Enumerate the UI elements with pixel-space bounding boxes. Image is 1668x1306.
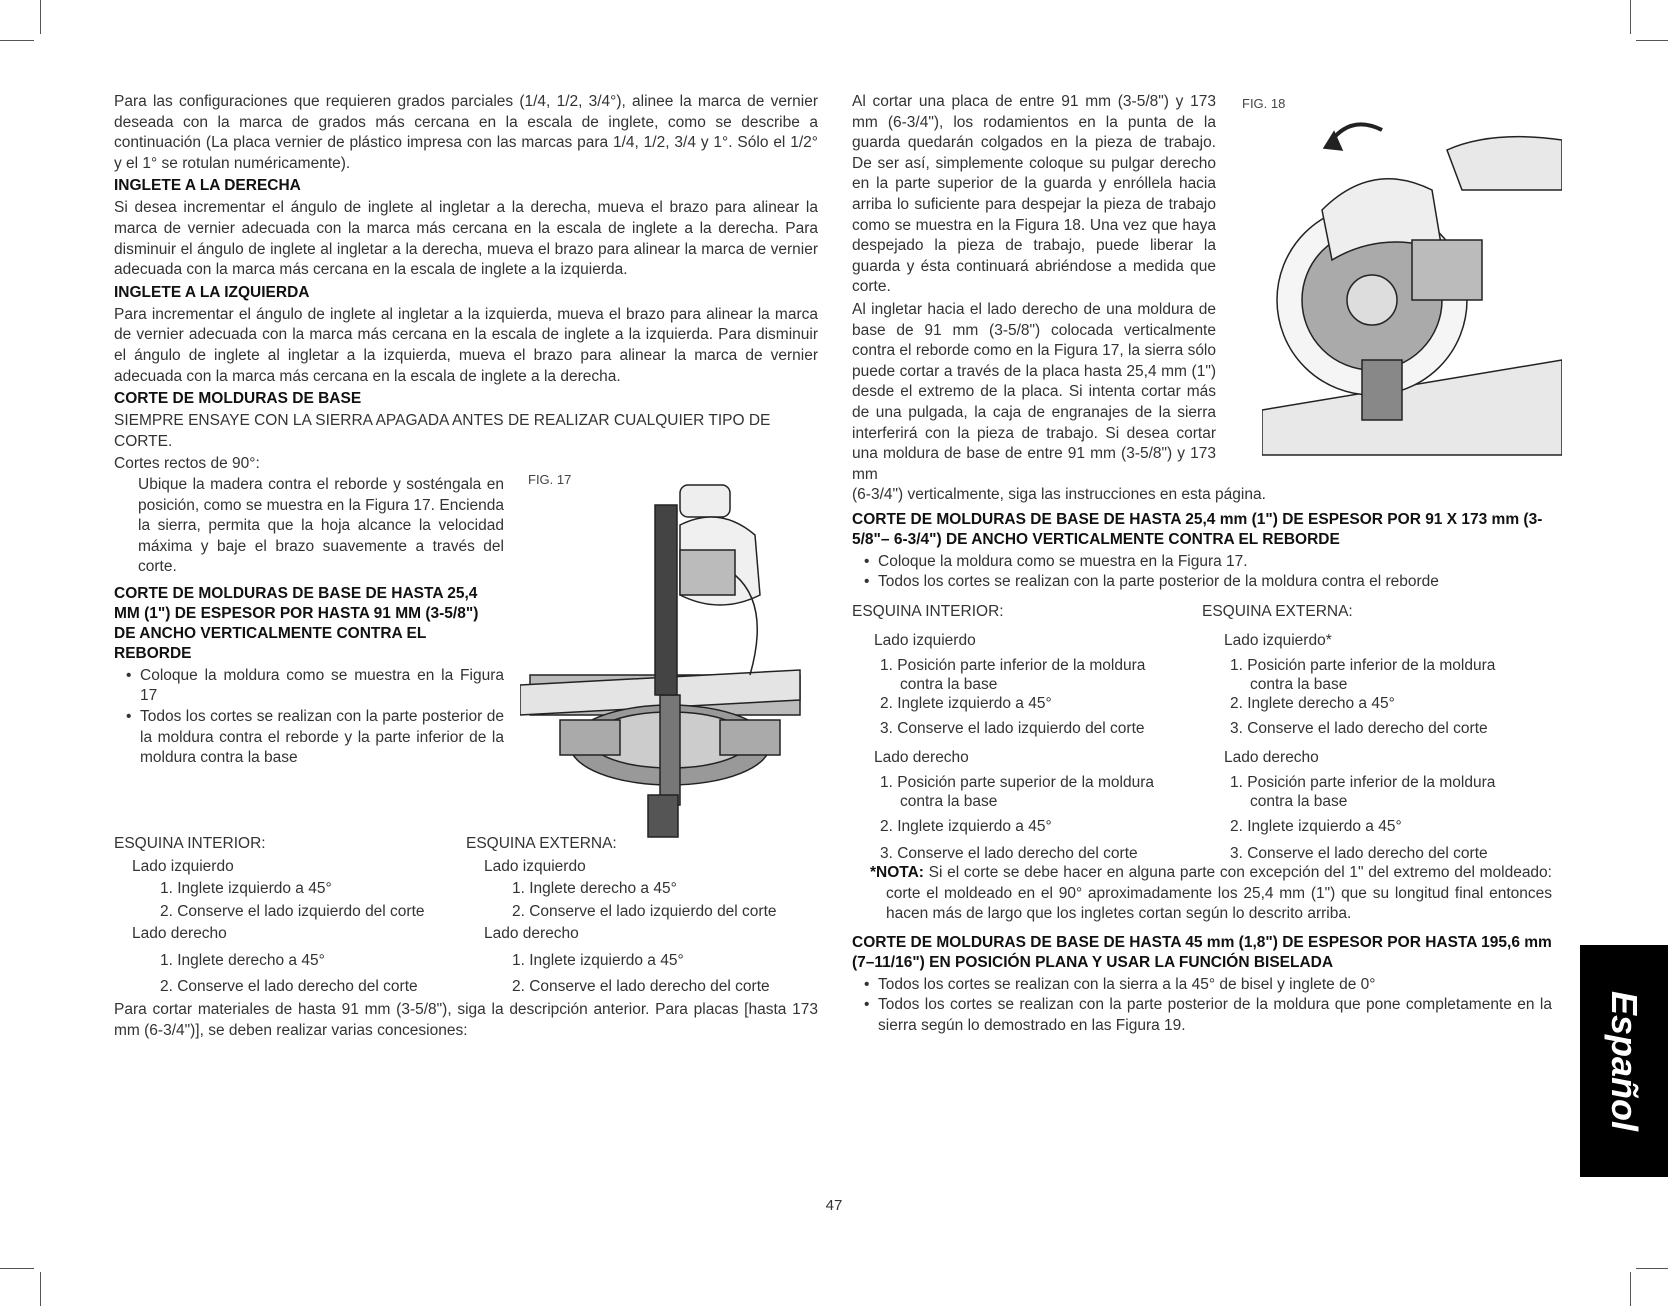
list-item: 1. Posición parte superior de la moldura: [880, 774, 1154, 791]
bullet-list: [852, 552, 1552, 593]
list-item: • Todos los cortes se realizan con la parte posterior de la moldura que pone completamente en la sierra según lo demostrado en las Figura 19.: [852, 995, 1552, 1036]
list-item: • Todos los cortes se realizan con la parte posterior de la moldura contra el reborde y la parte inferior de la moldura contra la base: [114, 707, 504, 769]
table-heading: ESQUINA INTERIOR:: [114, 835, 266, 852]
crop-mark: [0, 1268, 34, 1269]
right-lower-block: [852, 863, 1552, 1037]
list-item: 2. Inglete izquierdo a 45°: [880, 695, 1052, 712]
list-item: 2. Inglete derecho a 45°: [1230, 695, 1395, 712]
note-text: Si el corte se debe hacer en alguna parte con excepción del 1" del extremo del moldeado: corte el moldeado en el 90° aproximadamente los 25,4 mm (1") que su longitud final entonces hacen más de largo que los ingletes cortan según lo descrito arriba.: [886, 864, 1552, 923]
figure-label: FIG. 18: [1242, 96, 1286, 111]
list-item: contra la base: [1250, 793, 1348, 810]
paragraph: Para cortar materiales de hasta 91 mm (3-5/8"), siga la descripción anterior. Para placas [hasta 173 mm (6-3/4")], se deben realizar varias concesiones:: [114, 1001, 818, 1039]
crop-mark: [1630, 0, 1631, 34]
list-item: 1. Inglete derecho a 45°: [160, 951, 325, 969]
bullet-list: [852, 975, 1552, 1037]
list-item: • Todos los cortes se realizan con la parte posterior de la moldura contra el reborde: [852, 572, 1552, 593]
paragraph: Al ingletar hacia el lado derecho de una moldura de base de 91 mm (3-5/8") colocada verticalmente contra el reborde como en la Figura 17, la sierra sólo puede cortar a través de la placa hasta 25,4 mm (1") desde el extremo de la placa. Si intenta cortar más de una pulgada, la caja de engranajes de la sierra interferirá con la pieza de trabajo. Si desea cortar una moldura de base de entre 91 mm (3-5/8") y 173 mm: [852, 300, 1216, 483]
section-heading: INGLETE A LA IZQUIERDA: [114, 283, 310, 301]
paragraph: Al cortar una placa de entre 91 mm (3-5/8") y 173 mm (6-3/4"), los rodamientos en la punta de la guarda quedarán colgados en la pieza de trabajo. De ser así, simplemente coloque su pulgar derecho en la parte superior de la guarda y enróllela hacia arriba lo suficiente para despejar la pieza de trabajo como se muestra en la Figura 18. Una vez que haya despejado la pieza de trabajo, puede liberar la guarda y ésta continuará abriéndose a medida que corte.: [852, 93, 1216, 296]
crop-mark: [40, 1272, 41, 1306]
list-item: • Coloque la moldura como se muestra en la Figura 17: [114, 666, 504, 707]
table-heading: ESQUINA EXTERNA:: [1202, 603, 1353, 620]
list-item: Lado derecho: [132, 925, 227, 942]
list-item: 2. Inglete izquierdo a 45°: [880, 818, 1052, 835]
paragraph: Para las configuraciones que requieren grados parciales (1/4, 1/2, 3/4°), alinee la marca de vernier deseada con la marca de grados más cercana en la escala de inglete, como se describe a continuación (La placa vernier de plástico impresa con las marcas para 1/4, 1/2, 3/4 y 1°. Sólo el 1/2° y el 1° se rotulan numéricamente).: [114, 93, 818, 172]
section-heading: INGLETE A LA DERECHA: [114, 177, 301, 195]
section-heading: CORTE DE MOLDURAS DE BASE: [114, 390, 362, 408]
list-item: 1. Inglete izquierdo a 45°: [160, 880, 332, 897]
page-number: 47: [825, 1197, 843, 1214]
list-item: 3. Conserve el lado izquierdo del corte: [880, 720, 1145, 737]
list-item: Lado izquierdo: [132, 857, 234, 875]
section-heading: CORTE DE MOLDURAS DE BASE DE HASTA 25,4 MM (1") DE ESPESOR POR HASTA 91 MM (3-5/8") DE ANCHO VERTICALMENTE CONTRA EL REBORDE: [114, 584, 479, 662]
list-item: Lado izquierdo*: [1224, 632, 1332, 649]
paragraph: SIEMPRE ENSAYE CON LA SIERRA APAGADA ANTES DE REALIZAR CUALQUIER TIPO DE CORTE.: [114, 412, 771, 450]
table-heading: ESQUINA EXTERNA:: [466, 835, 617, 852]
list-item: 3. Conserve el lado derecho del corte: [1230, 720, 1488, 737]
list-item: 3. Conserve el lado derecho del corte: [880, 845, 1138, 862]
list-item: 2. Conserve el lado izquierdo del corte: [160, 902, 425, 920]
list-item: 1. Inglete izquierdo a 45°: [512, 951, 684, 969]
paragraph: (6-3/4") verticalmente, siga las instrucciones en esta página.: [852, 486, 1266, 504]
list-item: Lado derecho: [484, 925, 579, 942]
list-item: 1. Posición parte inferior de la moldura: [1230, 657, 1496, 674]
note: [852, 863, 1552, 925]
list-item: contra la base: [1250, 676, 1348, 693]
list-item: 1. Posición parte inferior de la moldura: [1230, 774, 1496, 791]
paragraph: Si desea incrementar el ángulo de inglete al ingletar a la derecha, mueva el brazo para alinear la marca de vernier adecuada con la marca más cercana en la escala de inglete a la derecha. Para disminuir el ángulo de inglete al ingletar a la derecha, mueva el brazo para alinear la marca de vernier adecuada con la marca más cercana en la escala de inglete a la izquierda.: [114, 199, 818, 279]
language-tab-label: Español: [1604, 990, 1645, 1132]
list-item: 3. Conserve el lado derecho del corte: [1230, 845, 1488, 862]
list-item: Lado izquierdo: [874, 632, 976, 649]
section-heading: CORTE DE MOLDURAS DE BASE DE HASTA 25,4 mm (1") DE ESPESOR POR 91 X 173 mm (3-5/8"– 6-3/4") DE ANCHO VERTICALMENTE CONTRA EL REBORDE: [852, 510, 1543, 548]
list-item: 2. Conserve el lado derecho del corte: [512, 978, 770, 995]
paragraph: Para incrementar el ángulo de inglete al ingletar a la izquierda, mueva el brazo para alinear la marca de vernier adecuada con la marca más cercana en la escala de inglete a la izquierda. Para disminuir el ángulo de inglete al ingletar a la izquierda, mueva el brazo para alinear la marca de vernier adecuada con la marca más cercana en la escala de inglete a la derecha.: [114, 305, 818, 385]
section-heading: CORTE DE MOLDURAS DE BASE DE HASTA 45 mm (1,8") DE ESPESOR POR HASTA 195,6 mm (7–11/16") EN POSICIÓN PLANA Y USAR LA FUNCIÓN BISELADA: [852, 933, 1552, 971]
crop-mark: [1630, 1272, 1631, 1306]
list-item: 2. Conserve el lado izquierdo del corte: [512, 902, 777, 920]
right-column: [852, 92, 1552, 593]
crop-mark: [1636, 1268, 1668, 1269]
list-item: contra la base: [900, 793, 998, 810]
list-item: contra la base: [900, 676, 998, 693]
list-item: 2. Conserve el lado derecho del corte: [160, 978, 418, 995]
list-item: • Coloque la moldura como se muestra en la Figura 17.: [852, 552, 1552, 573]
list-item: Lado derecho: [874, 749, 969, 766]
note-label: *NOTA:: [870, 864, 924, 881]
list-item: 1. Inglete derecho a 45°: [512, 880, 677, 897]
crop-mark: [1636, 40, 1668, 41]
list-item: 2. Inglete izquierdo a 45°: [1230, 818, 1402, 835]
crop-mark: [0, 40, 34, 41]
paragraph: Cortes rectos de 90°:: [114, 455, 260, 473]
table-heading: ESQUINA INTERIOR:: [852, 603, 1004, 620]
paragraph: Ubique la madera contra el reborde y sosténgala en posición, como se muestra en la Figura 17. Encienda la sierra, permita que la hoja alcance la velocidad máxima y baje el brazo suavemente a través del corte.: [138, 475, 504, 576]
list-item: • Todos los cortes se realizan con la sierra a la 45° de bisel y inglete de 0°: [852, 975, 1552, 996]
list-item: Lado derecho: [1224, 749, 1319, 766]
bullet-list: [114, 666, 504, 769]
figure-17-miter-saw: [520, 465, 820, 845]
list-item: 1. Posición parte inferior de la moldura: [880, 657, 1146, 674]
crop-mark: [40, 0, 41, 34]
list-item: Lado izquierdo: [484, 857, 586, 875]
language-tab: [1580, 945, 1668, 1177]
figure-label: FIG. 17: [528, 472, 572, 487]
